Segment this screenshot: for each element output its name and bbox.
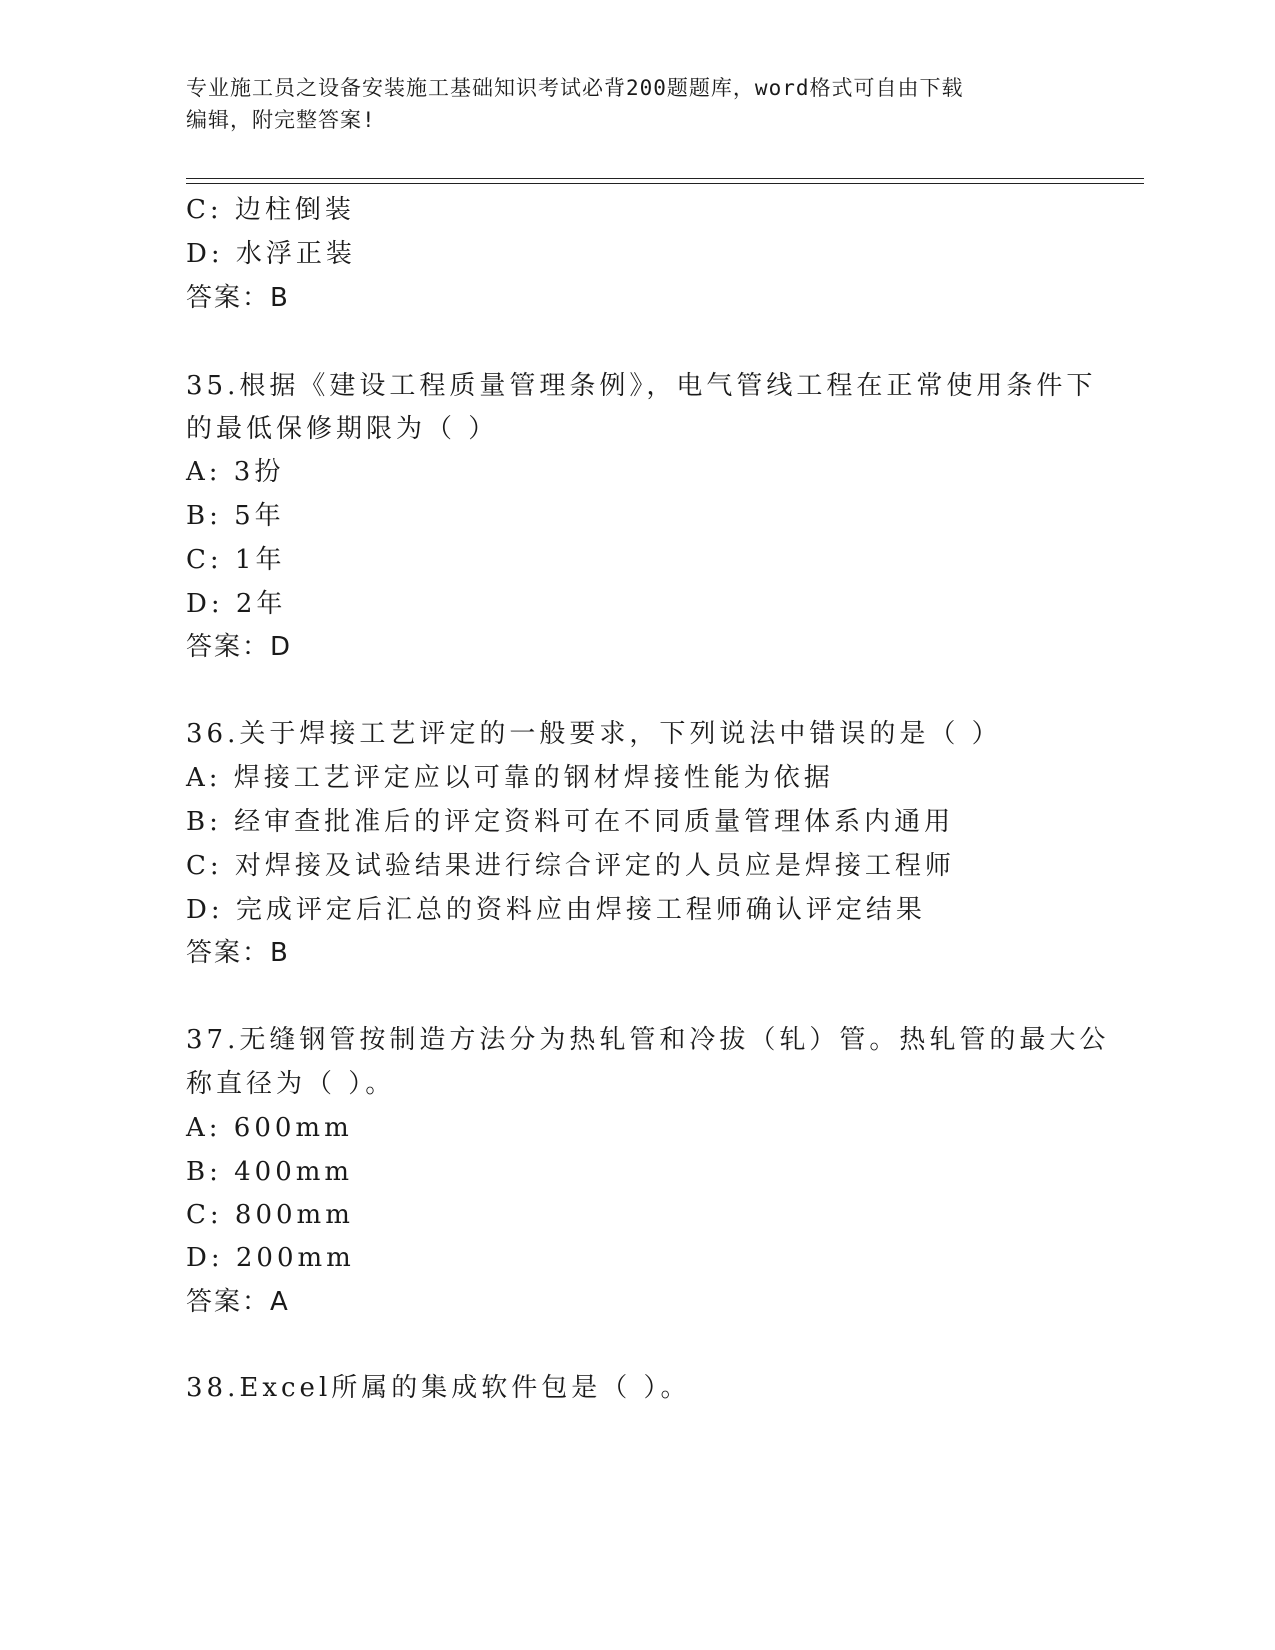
option-d: D: 水浮正装 (186, 239, 356, 269)
option-c: C: 800mm (186, 1200, 354, 1230)
option-b: B: 400mm (186, 1157, 354, 1187)
answer-line: 答案：A (186, 1287, 290, 1317)
option-d: D: 2年 (186, 589, 287, 619)
header-rule-top (186, 178, 1144, 179)
answer-line: 答案：B (186, 938, 290, 968)
option-c: C: 1年 (186, 545, 286, 575)
question-stem: 的最低保修期限为（ ） (186, 414, 499, 444)
header-rule-bottom (186, 183, 1144, 184)
option-c: C: 对焊接及试验结果进行综合评定的人员应是焊接工程师 (186, 851, 955, 881)
answer-line: 答案：D (186, 632, 293, 662)
option-c: C: 边柱倒装 (186, 195, 355, 225)
option-a: A: 焊接工艺评定应以可靠的钢材焊接性能为依据 (186, 763, 834, 793)
question-stem: 36.关于焊接工艺评定的一般要求，下列说法中错误的是（ ） (186, 719, 1002, 749)
header-line-1: 专业施工员之设备安装施工基础知识考试必背200题题库，word格式可自由下载 (186, 76, 964, 100)
question-stem: 37.无缝钢管按制造方法分为热轧管和冷拔（轧）管。热轧管的最大公 (186, 1025, 1110, 1055)
header-line-2: 编辑，附完整答案! (186, 108, 376, 132)
question-stem: 35.根据《建设工程质量管理条例》，电气管线工程在正常使用条件下 (186, 371, 1097, 401)
option-b: B: 5年 (186, 501, 285, 531)
question-stem: 38.Excel所属的集成软件包是（ ）。 (186, 1373, 691, 1403)
option-a: A: 3扮 (186, 457, 285, 487)
question-stem: 称直径为（ ）。 (186, 1069, 396, 1099)
option-d: D: 200mm (186, 1243, 355, 1273)
page-header (186, 72, 1066, 136)
answer-line: 答案：B (186, 283, 290, 313)
option-b: B: 经审查批准后的评定资料可在不同质量管理体系内通用 (186, 807, 955, 837)
option-a: A: 600mm (186, 1113, 353, 1143)
option-d: D: 完成评定后汇总的资料应由焊接工程师确认评定结果 (186, 895, 926, 925)
